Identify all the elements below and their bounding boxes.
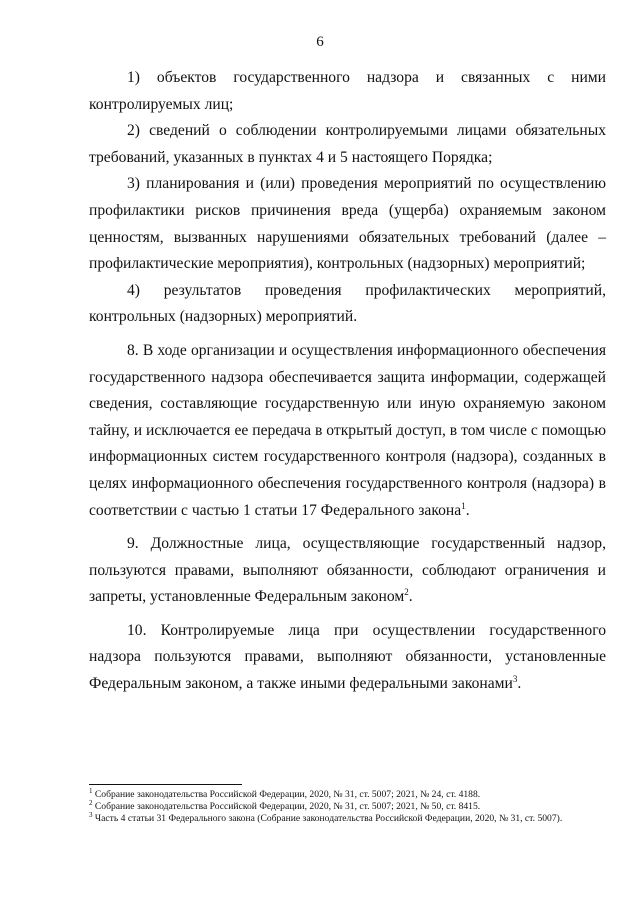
footnote-mark-1: 1 (89, 786, 93, 795)
footnote-ref-3: 3 (512, 673, 518, 684)
paragraph-9-text: 9. Должностные лица, осуществляющие государственный надзор, пользуются правами, выполняют обязанности, соблюдают ограничения и запреты, установленные Федеральным законом (89, 535, 606, 606)
footnote-1 (89, 786, 606, 801)
footnote-ref-2: 2 (404, 587, 409, 598)
footnotes (89, 786, 606, 825)
footnote-ref-1: 1 (461, 500, 466, 511)
footnote-3-text: Часть 4 статьи 31 Федерального закона (Собрание законодательства Российской Федерации, 2020, № 31, ст. 5007). (94, 813, 563, 824)
list-item-4: 4) результатов проведения профилактических мероприятий, контрольных (надзорных) мероприятий. (89, 281, 606, 326)
paragraph-8: 8. В ходе организации и осуществления информационного обеспечения государственного надзора обеспечивается защита информации, содержащей сведения, составляющие государственную или иную охраняемую законом тайну, и исключается ее передача в открытый доступ, в том числе с помощью информационных систем государственного контроля (надзора), созданных в целях информационного обеспечения государственного контроля (надзора) в соответствии с частью 1 статьи 17 Федерального закона$^1$. (89, 341, 606, 519)
footnote-3 (89, 810, 606, 825)
paragraph-10: 10. Контролируемые лица при осуществлении государственного надзора пользуются правами, выполняют обязанности, установленные Федеральным законом, а также иными федеральными законами$^3$. (89, 621, 606, 693)
paragraph-8-text: 8. В ходе организации и осуществления информационного обеспечения государственного надзора обеспечивается защита информации, содержащей сведения, составляющие государственную или иную охраняемую законом тайну, и исключается ее передача в открытый доступ, в том числе с помощью информационных систем государственного контроля (надзора), созданных в целях информационного обеспечения государственного контроля (надзора) в соответствии с частью 1 статьи 17 Федерального закона (89, 341, 606, 519)
paragraph-10-text: 10. Контролируемые лица при осуществлении государственного надзора пользуются правами, выполняют обязанности, установленные Федеральным законом, а также иными федеральными законами (89, 621, 606, 693)
footnote-mark-3: 3 (89, 810, 93, 819)
footnote-1-text: Собрание законодательства Российской Федерации, 2020, № 31, ст. 5007; 2021, № 24, ст. 4188. (94, 789, 481, 800)
paragraph-9: 9. Должностные лица, осуществляющие государственный надзор, пользуются правами, выполняют обязанности, соблюдают ограничения и запреты, установленные Федеральным законом$^2$. (89, 535, 606, 606)
footnote-2 (89, 798, 606, 813)
footnote-divider (89, 784, 242, 785)
footnote-2-text: Собрание законодательства Российской Федерации, 2020, № 31, ст. 5007; 2021, № 50, ст. 8415. (94, 801, 481, 812)
document-body (89, 65, 606, 698)
list-item-3: 3) планирования и (или) проведения мероприятий по осуществлению профилактики рисков причинения вреда (ущерба) охраняемым законом ценностям, вызванных нарушениями обязательных требований (далее – профилактические мероприятия), контрольных (надзорных) мероприятий; (89, 175, 606, 273)
list-item-1: 1) объектов государственного надзора и связанных с ними контролируемых лиц; (89, 69, 606, 113)
footnote-mark-2: 2 (89, 798, 93, 807)
list-item-2: 2) сведений о соблюдении контролируемыми лицами обязательных требований, указанных в пунктах 4 и 5 настоящего Порядка; (89, 122, 606, 166)
page-number: 6 (316, 34, 324, 50)
